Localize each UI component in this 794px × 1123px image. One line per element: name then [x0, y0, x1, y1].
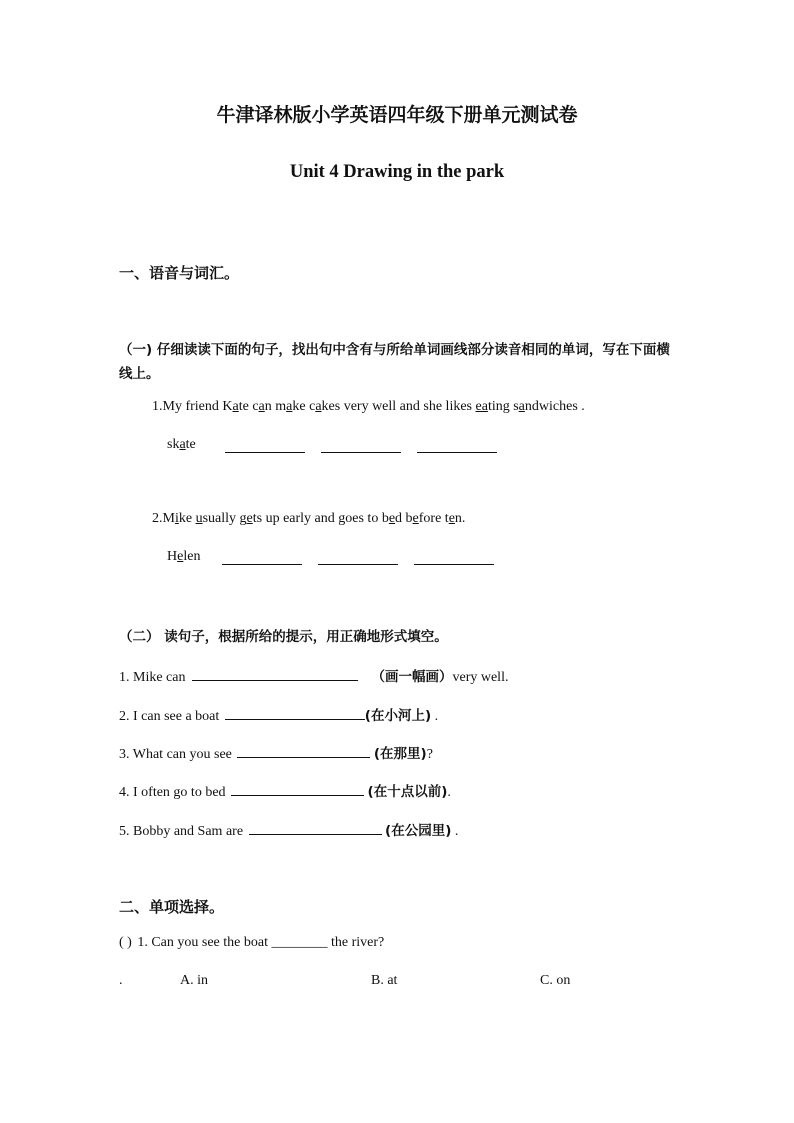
fill-item-4 [119, 780, 451, 801]
text: 5. Bobby and Sam are [119, 824, 244, 839]
section-heading-vocab: 一、语音与词汇。 [119, 264, 240, 282]
text: te c [238, 399, 259, 414]
option-a[interactable]: A. in [180, 973, 208, 988]
underlined: a [232, 399, 239, 414]
answer-blank[interactable] [192, 668, 358, 681]
underlined: e [412, 511, 419, 526]
text: H [167, 549, 178, 564]
text: . [447, 785, 451, 800]
text: My friend K [162, 399, 233, 414]
unit-title: Unit 4 Drawing in the park [289, 162, 505, 182]
text: very well. [452, 670, 509, 685]
fill-item-1 [119, 665, 508, 686]
text: n. [454, 511, 466, 526]
answer-blank[interactable] [237, 745, 370, 758]
text: 3. What can you see [119, 747, 232, 762]
underlined: e [246, 511, 253, 526]
text: sk [167, 437, 180, 452]
text: ts up early and goes to b [252, 511, 389, 526]
text: ke [178, 511, 196, 526]
hint: (在公园里) [385, 823, 452, 839]
underlined: a [315, 399, 322, 414]
instruction-2: （二） 读句子，根据所给的提示，用正确地形式填空。 [119, 629, 448, 645]
underlined: ea [475, 399, 488, 414]
underlined: u [195, 511, 203, 526]
text: ke c [292, 399, 316, 414]
text: kes very well and she likes [321, 399, 476, 414]
instruction-1-line1: （一) 仔细读读下面的句子，找出句中含有与所给单词画线部分读音相同的单词，写在下面横 [119, 342, 670, 358]
choice-lead: . [119, 973, 123, 988]
text: ? [426, 747, 433, 762]
answer-blank[interactable] [225, 707, 365, 720]
answer-blank[interactable] [414, 552, 494, 565]
text: 2. I can see a boat [119, 709, 220, 724]
answer-blank[interactable] [225, 440, 305, 453]
answer-paren[interactable]: ( ) [119, 935, 132, 950]
text: sually g [202, 511, 247, 526]
text: len [183, 549, 201, 564]
underlined: a [179, 437, 186, 452]
instruction-1-line2: 线上。 [119, 366, 160, 382]
phonics-sentence-2 [152, 511, 465, 527]
text: 1. Mike can [119, 670, 186, 685]
answer-blank[interactable] [318, 552, 398, 565]
fill-item-3 [119, 742, 433, 763]
underlined: e [448, 511, 455, 526]
hint: （画一幅画） [371, 669, 453, 685]
keyword-2 [167, 549, 200, 565]
underlined: e [388, 511, 396, 526]
option-c[interactable]: C. on [540, 973, 571, 988]
fill-item-2 [119, 704, 438, 725]
text: . [451, 824, 459, 839]
text: d b [395, 511, 413, 526]
underlined: a [286, 399, 293, 414]
q-number: 2. [152, 511, 163, 526]
section-heading-choice: 二、单项选择。 [119, 898, 225, 916]
question-text: 1. Can you see the boat ________ the river? [137, 935, 385, 950]
hint: (在十点以前) [367, 784, 448, 800]
q-number: 1. [152, 399, 163, 414]
text: ting s [487, 399, 519, 414]
text: fore t [418, 511, 449, 526]
option-b[interactable]: B. at [371, 973, 398, 988]
phonics-sentence-1 [152, 399, 585, 415]
text: M [162, 511, 175, 526]
underlined: e [177, 549, 184, 564]
answer-blank[interactable] [231, 783, 364, 796]
answer-blank[interactable] [321, 440, 401, 453]
text: n m [264, 399, 287, 414]
fill-item-5 [119, 819, 458, 840]
answer-blank[interactable] [222, 552, 302, 565]
hint: (在小河上) [364, 708, 432, 724]
choice-question-1 [119, 935, 384, 951]
underlined: i [174, 511, 179, 526]
underlined: a [258, 399, 265, 414]
text: te [185, 437, 196, 452]
underlined: a [518, 399, 525, 414]
answer-blank[interactable] [249, 822, 382, 835]
text: . [431, 709, 439, 724]
page-title: 牛津译林版小学英语四年级下册单元测试卷 [216, 105, 578, 126]
text: ndwiches . [524, 399, 585, 414]
hint: (在那里) [373, 746, 427, 762]
keyword-1 [167, 437, 196, 453]
answer-blank[interactable] [417, 440, 497, 453]
text: 4. I often go to bed [119, 785, 226, 800]
